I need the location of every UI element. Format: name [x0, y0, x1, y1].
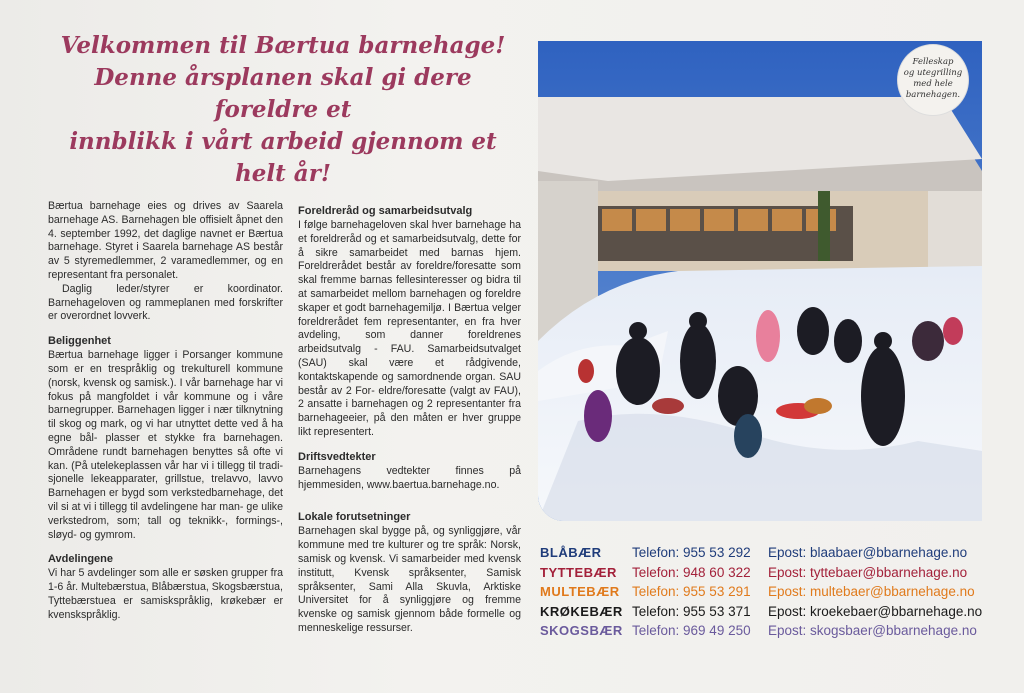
contact-row — [540, 582, 1000, 602]
photo-caption-badge — [898, 45, 968, 115]
department-name: SKOGSBÆR — [540, 623, 623, 638]
department-phone: Telefon: 948 60 322 — [632, 564, 751, 580]
intro-paragraph: Bærtua barnehage eies og drives av Saarela barnehage AS. Barnehagen ble offisielt åpnet den 4. september 1992, det daglige navnet er Bærtua barnehage. Styret i Saarela barnehage AS består av 5 styremedlemmer, 2 varamedlemmer, og en representant fra personalet. — [48, 200, 283, 281]
section-heading-beliggenhet: Beliggenhet — [48, 335, 111, 348]
department-phone: Telefon: 955 53 292 — [632, 545, 751, 560]
headline-line-2: Denne årsplanen skal gi dere foreldre et — [94, 64, 472, 123]
badge-line-2: og utegrilling — [903, 68, 963, 78]
department-name: TYTTEBÆR — [540, 564, 617, 580]
department-phone: Telefon: 969 49 250 — [632, 623, 751, 638]
badge-line-1: Felleskap — [912, 57, 954, 67]
intro-paragraph-2: Daglig leder/styrer er koordinator. Barnehageloven og rammeplanen med forskrifter er overordnet lovverk. — [48, 282, 283, 323]
headline-line-3: innblikk i vårt arbeid gjennom et helt år! — [69, 128, 497, 187]
contact-row — [540, 563, 1000, 583]
section-heading-driftsvedtekter: Driftsvedtekter — [298, 450, 376, 463]
beliggenhet-paragraph: Bærtua barnehage ligger i Porsanger kommune som er en trespråklig og trekulturell kommune (norsk, kvensk og samisk.). I vår barnehage har vi fokus på mangfoldet i vår kommune og i våre barnegrupper. Barnehagen ligger i nær tilknytning til skog og mark, og vi har utnyttet dette ved å ha egne bål- plasser et stykke fra barnehagen. Områdene rundt barnehagen benyttes så ofte vi kan. (På utelekeplassen vår har vi i tillegg til tradi- sjonelle lekeapparater, grillstue, trelavvo, lavvo Barnehagen er bygd som verkstedbarnehage, det vil si at vi i tillegg til avdelingene har man- ge ulike verkstedrom, som; tall og teknikk-, formings-, sløyd- og gymrom. — [48, 349, 283, 541]
department-email: Epost: tyttebaer@bbarnehage.no — [768, 564, 968, 580]
department-phone: Telefon: 955 53 291 — [632, 584, 751, 599]
driftsvedtekter-paragraph: Barnehagens vedtekter finnes på hjemmesiden, www.baertua.barnehage.no. — [298, 464, 521, 491]
department-email: Epost: kroekebaer@bbarnehage.no — [768, 603, 983, 619]
kindergarten-winter-photo — [538, 41, 982, 521]
department-email: Epost: blaabaer@bbarnehage.no — [768, 545, 968, 560]
department-name: KRØKEBÆR — [540, 603, 623, 619]
headline-line-1: Velkommen til Bærtua barnehage! — [60, 32, 506, 59]
department-name: BLÅBÆR — [540, 545, 602, 560]
department-name: MULTEBÆR — [540, 584, 620, 599]
section-heading-avdelingene: Avdelingene — [48, 553, 113, 566]
section-heading-foreldrerad: Foreldreråd og samarbeidsutvalg — [298, 205, 473, 217]
contact-row — [540, 602, 1000, 622]
badge-line-3: med hele — [913, 79, 953, 89]
contact-row — [540, 543, 1000, 563]
department-contacts — [540, 543, 1000, 641]
badge-line-4: barnehagen. — [905, 90, 961, 100]
avdelingene-paragraph: Vi har 5 avdelinger som alle er søsken grupper fra 1-6 år. Multebærstua, Blåbærstua, Skogsbærstua, Tyttebærstuea er samiskspråklig, krøkebær er kvenskspråklig. — [48, 567, 283, 621]
contact-row — [540, 621, 1000, 641]
department-phone: Telefon: 955 53 371 — [632, 603, 751, 619]
department-email: Epost: multebaer@bbarnehage.no — [768, 584, 975, 599]
foreldrerad-paragraph: I følge barnehageloven skal hver barnehage ha et foreldreråd og et samarbeidsutvalg, dette for å sikre samarbeidet med barnas hjem. Foreldrerådet består av foreldre/foresatte som skal fremme barnas fellesinteresser og bidra til at samarbeidet mellom barnehagen og foreldre skaper et godt barnehagemiljø. I Bærtua velger foreldrerådet fem representanter, en fra hver avdeling, som danner foreldrenes arbeidsutvalg - FAU. Samarbeidsutvalget (SAU) skal være et rådgivende, kontaktskapende og samordnende organ. SAU består av 2 For- eldre/foresatte (valgt av FAU), 2 ansatte i barnehagen og 2 representanter fra barnehageeier, på den måten er hver gruppe likt representert. — [298, 219, 521, 438]
text-column-middle — [298, 204, 521, 636]
page-headline — [48, 30, 518, 190]
photo-illustration — [538, 41, 982, 521]
department-email: Epost: skogsbaer@bbarnehage.no — [768, 623, 977, 638]
lokale-paragraph: Barnehagen skal bygge på, og synliggjøre, vår kommune med tre kulturer og tre språk: Norsk, samisk og kvensk. Vi samarbeider med kvensk institutt, Kvensk språksenter, Samisk språksenter, Sami Alla Skuvla, Arktiske Universitet for å synliggjøre og fremme kvenske og samisk gjennom både formelle og menneskelige ressurser. — [298, 525, 521, 634]
text-column-left — [48, 200, 283, 623]
section-heading-lokale: Lokale forutsetninger — [298, 511, 411, 524]
